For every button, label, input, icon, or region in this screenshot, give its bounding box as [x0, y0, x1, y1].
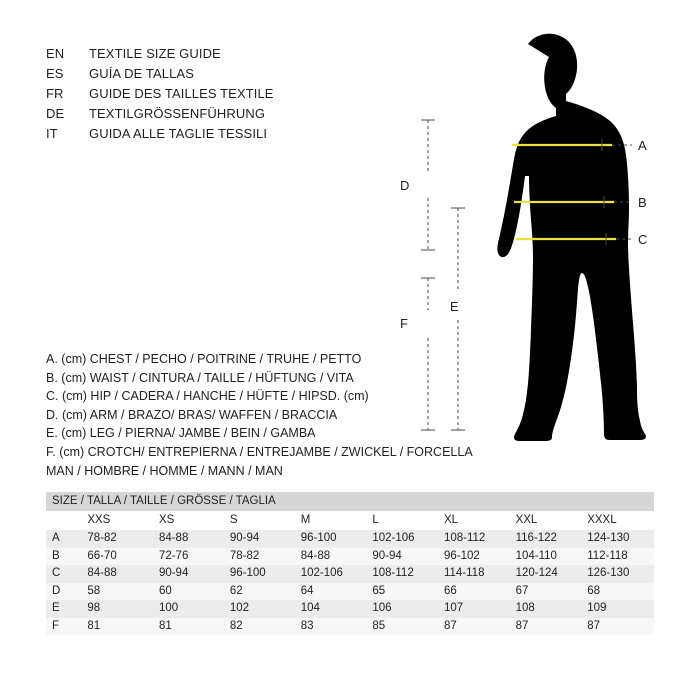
column-header-xs: XS	[153, 511, 224, 530]
man-silhouette	[497, 34, 646, 441]
cell: 96-102	[438, 548, 510, 566]
size-table	[46, 492, 654, 635]
cell: 107	[438, 600, 510, 618]
cell: 102-106	[295, 565, 367, 583]
cell: 96-100	[295, 530, 367, 548]
cell: 96-100	[224, 565, 295, 583]
language-row	[46, 84, 376, 104]
size-table-container	[46, 492, 654, 635]
column-header-s: S	[224, 511, 295, 530]
cell: 83	[295, 618, 367, 636]
legend-line-f: F. (cm) CROTCH/ ENTREPIERNA / ENTREJAMBE / ZWICKEL / FORCELLA	[46, 444, 473, 459]
language-code: EN	[46, 46, 65, 61]
cell: 67	[510, 583, 582, 601]
language-title: GUIDA ALLE TAGLIE TESSILI	[89, 126, 268, 141]
cell: 58	[81, 583, 153, 601]
column-header-l: L	[366, 511, 438, 530]
language-title: TEXTILE SIZE GUIDE	[89, 46, 221, 61]
cell: 87	[510, 618, 582, 636]
language-row	[46, 104, 376, 124]
column-header-m: M	[295, 511, 367, 530]
cell: 84-88	[81, 565, 153, 583]
cell: 108-112	[366, 565, 438, 583]
cell: 84-88	[153, 530, 224, 548]
gender-label: MAN / HOMBRE / HOMME / MANN / MAN	[46, 464, 283, 478]
language-code: ES	[46, 66, 64, 81]
cell: 65	[366, 583, 438, 601]
column-header	[46, 511, 81, 530]
marker-label-d: D	[400, 178, 410, 193]
row-label: E	[46, 600, 81, 618]
cell: 106	[366, 600, 438, 618]
measurement-legend	[46, 350, 473, 462]
table-header-row	[46, 511, 654, 530]
language-title: GUÍA DE TALLAS	[89, 66, 194, 81]
row-label: C	[46, 565, 81, 583]
cell: 102	[224, 600, 295, 618]
language-title: TEXTILGRÖSSENFÜHRUNG	[89, 106, 266, 121]
table-row	[46, 548, 654, 566]
language-code: FR	[46, 86, 64, 101]
cell: 120-124	[510, 565, 582, 583]
cell: 90-94	[224, 530, 295, 548]
language-row	[46, 44, 376, 64]
cell: 116-122	[510, 530, 582, 548]
row-label: F	[46, 618, 81, 636]
column-header-xxl: XXL	[510, 511, 582, 530]
table-row	[46, 583, 654, 601]
cell: 68	[581, 583, 654, 601]
marker-label-c: C	[638, 232, 648, 247]
column-header-xxs: XXS	[81, 511, 153, 530]
row-label: A	[46, 530, 81, 548]
marker-label-b: B	[638, 195, 647, 210]
cell: 78-82	[224, 548, 295, 566]
legend-line-d: D. (cm) ARM / BRAZO/ BRAS/ WAFFEN / BRACCIA	[46, 407, 338, 422]
table-row	[46, 530, 654, 548]
column-header-xl: XL	[438, 511, 510, 530]
cell: 126-130	[581, 565, 654, 583]
legend-line-a: A. (cm) CHEST / PECHO / POITRINE / TRUHE / PETTO	[46, 352, 362, 366]
cell: 81	[153, 618, 224, 636]
legend-line-c: C. (cm) HIP / CADERA / HANCHE / HÜFTE / HIPSD. (cm)	[46, 389, 369, 404]
row-label: B	[46, 548, 81, 566]
cell: 66	[438, 583, 510, 601]
language-row	[46, 124, 376, 144]
cell: 82	[224, 618, 295, 636]
language-code: IT	[46, 126, 58, 141]
marker-label-a: A	[638, 138, 647, 153]
language-header-block	[46, 44, 376, 144]
cell: 109	[581, 600, 654, 618]
cell: 104-110	[510, 548, 582, 566]
table-row	[46, 600, 654, 618]
table-row	[46, 618, 654, 636]
cell: 72-76	[153, 548, 224, 566]
cell: 66-70	[81, 548, 153, 566]
language-row	[46, 64, 376, 84]
table-title: SIZE / TALLA / TAILLE / GRÖSSE / TAGLIA	[46, 492, 654, 511]
cell: 114-118	[438, 565, 510, 583]
cell: 85	[366, 618, 438, 636]
language-code: DE	[46, 106, 65, 121]
cell: 90-94	[366, 548, 438, 566]
cell: 81	[81, 618, 153, 636]
cell: 90-94	[153, 565, 224, 583]
table-row	[46, 565, 654, 583]
column-header-xxxl: XXXL	[581, 511, 654, 530]
cell: 84-88	[295, 548, 367, 566]
cell: 112-118	[581, 548, 654, 566]
cell: 124-130	[581, 530, 654, 548]
language-title: GUIDE DES TAILLES TEXTILE	[89, 86, 274, 101]
legend-line-b: B. (cm) WAIST / CINTURA / TAILLE / HÜFTUNG / VITA	[46, 370, 354, 385]
marker-label-f: F	[400, 316, 408, 331]
cell: 98	[81, 600, 153, 618]
cell: 100	[153, 600, 224, 618]
cell: 60	[153, 583, 224, 601]
cell: 108	[510, 600, 582, 618]
cell: 102-106	[366, 530, 438, 548]
legend-line-e: E. (cm) LEG / PIERNA/ JAMBE / BEIN / GAMBA	[46, 426, 316, 441]
row-label: D	[46, 583, 81, 601]
cell: 64	[295, 583, 367, 601]
cell: 87	[438, 618, 510, 636]
cell: 87	[581, 618, 654, 636]
cell: 104	[295, 600, 367, 618]
marker-label-e: E	[450, 299, 459, 314]
cell: 78-82	[81, 530, 153, 548]
cell: 108-112	[438, 530, 510, 548]
table-title-row	[46, 492, 654, 511]
cell: 62	[224, 583, 295, 601]
